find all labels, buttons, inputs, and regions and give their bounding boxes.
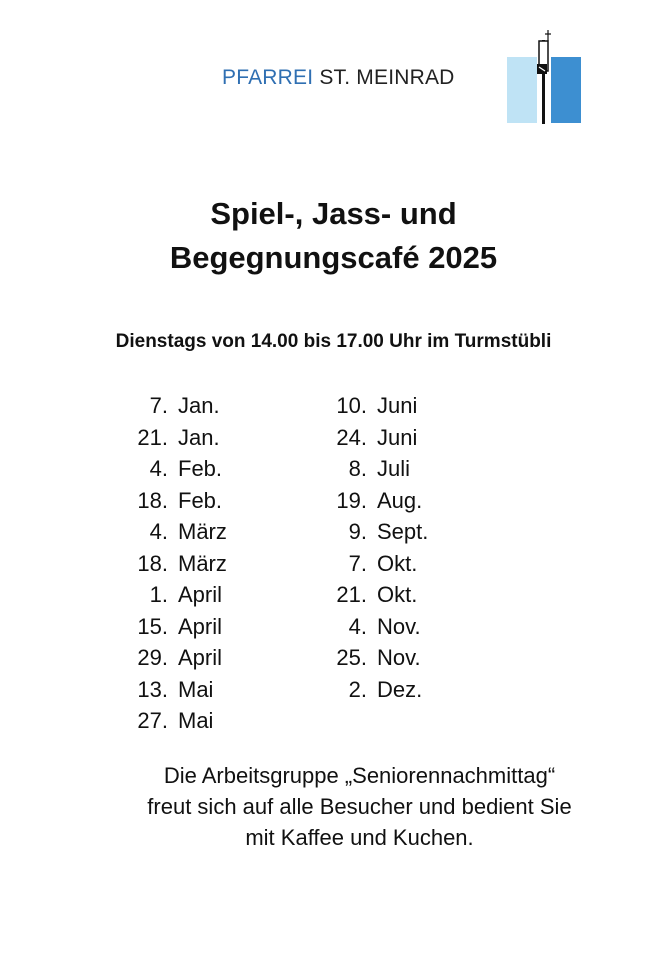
- date-day: 4.: [149, 456, 168, 481]
- date-month: Jan.: [178, 424, 220, 450]
- date-day: 8.: [348, 456, 367, 481]
- date-day: 9.: [348, 519, 367, 544]
- date-row: [315, 516, 428, 548]
- date-month: Juni: [377, 424, 418, 450]
- date-row: [116, 485, 227, 517]
- date-day: 18.: [137, 550, 168, 576]
- date-month: Okt.: [377, 550, 418, 576]
- date-day: 7.: [348, 550, 367, 576]
- date-month: Feb.: [178, 487, 223, 513]
- date-day: 21.: [336, 582, 367, 607]
- date-day: 7.: [149, 393, 168, 418]
- date-month: Aug.: [377, 487, 423, 513]
- date-row: [116, 642, 227, 674]
- date-month: Sept.: [377, 519, 429, 544]
- date-row: [315, 390, 428, 422]
- dates-column-right: [315, 390, 428, 705]
- date-row: [315, 485, 428, 517]
- date-day: 4.: [348, 613, 367, 639]
- church-tower-logo-icon: [506, 28, 582, 124]
- date-month: Nov.: [377, 613, 421, 639]
- date-day: 24.: [336, 424, 367, 450]
- date-row: [315, 422, 428, 454]
- date-day: 18.: [137, 487, 168, 513]
- date-row: [315, 579, 428, 611]
- footer-note: [26, 760, 667, 853]
- date-row: [116, 611, 227, 643]
- date-row: [116, 548, 227, 580]
- dates-column-left: [116, 390, 227, 737]
- date-month: Feb.: [178, 456, 223, 481]
- date-month: April: [178, 645, 223, 670]
- date-day: 25.: [336, 645, 367, 670]
- date-day: 2.: [348, 676, 367, 702]
- title-line-1: Spiel-, Jass- und: [210, 196, 457, 231]
- footer-line-2: freut sich auf alle Besucher und bedient Sie: [147, 794, 572, 819]
- schedule-subtitle: Dienstags von 14.00 bis 17.00 Uhr im Turmstübli: [115, 331, 552, 352]
- date-row: [315, 642, 428, 674]
- date-row: [315, 674, 428, 706]
- date-month: Juni: [377, 393, 418, 418]
- parish-header: [222, 66, 455, 90]
- date-month: Juli: [377, 456, 411, 481]
- date-row: [116, 705, 227, 737]
- date-row: [116, 453, 227, 485]
- parish-name-accent: PFARREI: [222, 66, 314, 89]
- date-day: 15.: [137, 613, 168, 639]
- date-day: 21.: [137, 424, 168, 450]
- date-day: 19.: [336, 487, 367, 513]
- date-month: März: [178, 550, 227, 576]
- footer-line-1: Die Arbeitsgruppe „Seniorennachmittag“: [163, 763, 556, 788]
- footer-line-3: mit Kaffee und Kuchen.: [245, 825, 474, 850]
- page-title: [0, 192, 667, 280]
- date-day: 4.: [149, 519, 168, 544]
- date-row: [116, 674, 227, 706]
- date-day: 1.: [149, 582, 168, 607]
- date-month: Nov.: [377, 645, 421, 670]
- date-month: Okt.: [377, 582, 418, 607]
- date-row: [116, 390, 227, 422]
- date-month: März: [178, 519, 227, 544]
- date-month: Mai: [178, 676, 214, 702]
- date-row: [116, 422, 227, 454]
- title-line-2: Begegnungscafé 2025: [169, 240, 498, 275]
- date-month: Dez.: [377, 676, 423, 702]
- date-row: [116, 516, 227, 548]
- date-month: April: [178, 582, 223, 607]
- date-month: Mai: [178, 708, 214, 733]
- date-month: April: [178, 613, 223, 639]
- date-day: 10.: [336, 393, 367, 418]
- date-day: 29.: [137, 645, 168, 670]
- date-day: 13.: [137, 676, 168, 702]
- parish-name: ST. MEINRAD: [319, 66, 455, 89]
- date-month: Jan.: [178, 393, 220, 418]
- date-row: [116, 579, 227, 611]
- date-day: 27.: [137, 708, 168, 733]
- date-row: [315, 611, 428, 643]
- date-row: [315, 453, 428, 485]
- date-row: [315, 548, 428, 580]
